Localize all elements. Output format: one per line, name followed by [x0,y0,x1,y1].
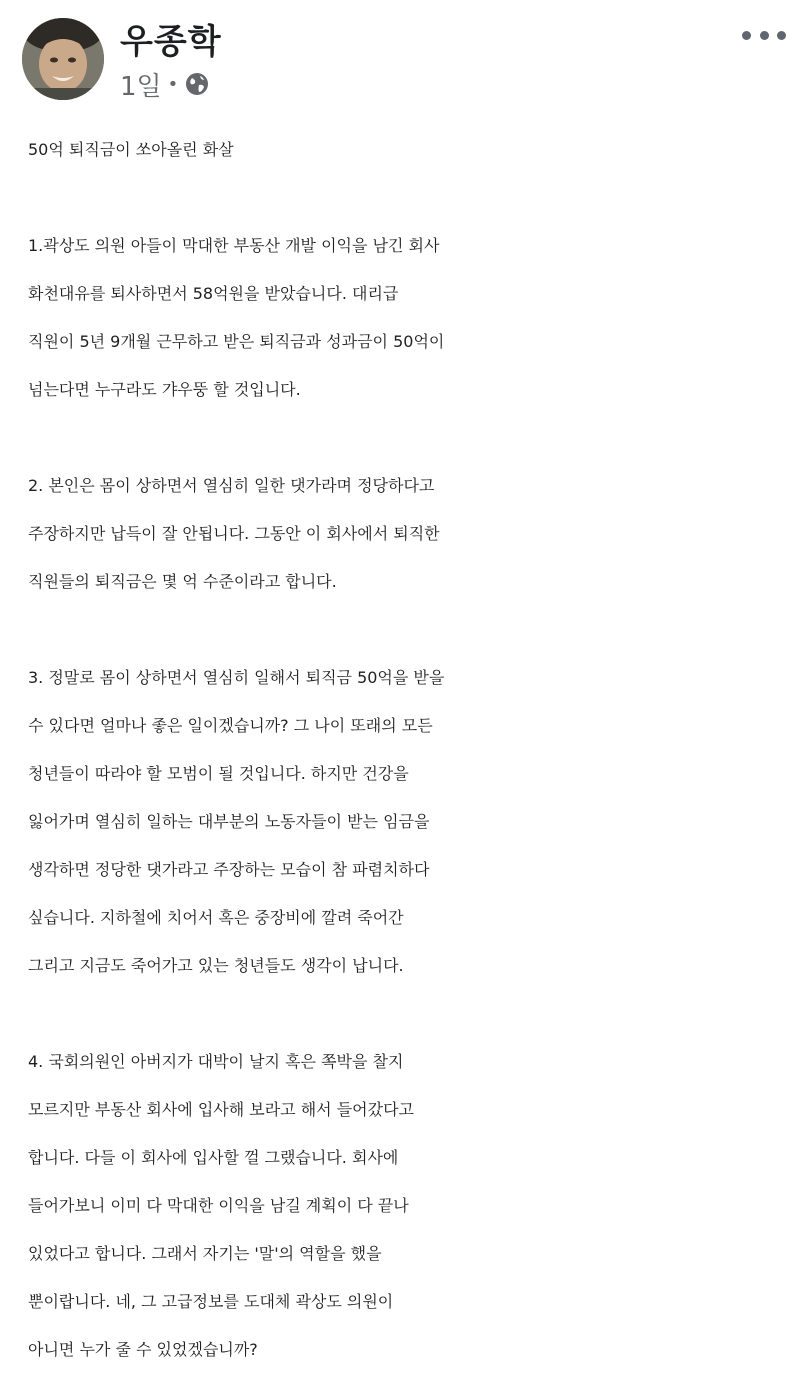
paragraph-line: 주장하지만 납득이 잘 안됩니다. 그동안 이 회사에서 퇴직한 [28,524,440,543]
post-paragraph [28,462,796,606]
paragraph-line: 뿐이랍니다. 네, 그 고급정보를 도대체 곽상도 의원이 [28,1292,394,1311]
paragraph-line: 4. 국회의원인 아버지가 대박이 날지 혹은 쪽박을 찰지 [28,1052,404,1071]
post-meta [120,66,210,102]
paragraph-line: 화천대유를 퇴사하면서 58억원을 받았습니다. 대리급 [28,284,399,303]
more-options-icon[interactable] [742,22,786,48]
paragraph-line: 2. 본인은 몸이 상하면서 열심히 일한 댓가라며 정당하다고 [28,476,435,495]
paragraph-line: 직원이 5년 9개월 근무하고 받은 퇴직금과 성과금이 50억이 [28,332,445,351]
paragraph-line: 수 있다면 얼마나 좋은 일이겠습니까? 그 나이 또래의 모든 [28,716,433,735]
paragraph-line: 생각하면 정당한 댓가라고 주장하는 모습이 참 파렴치하다 [28,860,430,879]
paragraph-line: 잃어가며 열심히 일하는 대부분의 노동자들이 받는 임금을 [28,812,430,831]
post-title: 50억 퇴직금이 쏘아올린 화살 [28,140,234,159]
post-paragraph [28,1038,796,1374]
post-header [0,0,803,110]
post-time[interactable]: 1일 [120,71,162,102]
author-name[interactable]: 우종학 [120,22,222,62]
globe-icon[interactable] [184,71,210,97]
author-avatar[interactable] [22,18,104,100]
avatar-image [22,18,104,100]
paragraph-line: 1.곽상도 의원 아들이 막대한 부동산 개발 이익을 남긴 회사 [28,236,440,255]
post-paragraph [28,222,796,414]
post-paragraph [28,654,796,990]
post-body [28,126,796,1374]
paragraph-line: 그리고 지금도 죽어가고 있는 청년들도 생각이 납니다. [28,956,404,975]
paragraph-line: 청년들이 따라야 할 모범이 될 것입니다. 하지만 건강을 [28,764,409,783]
paragraph-line: 있었다고 합니다. 그래서 자기는 '말'의 역할을 했을 [28,1244,382,1263]
meta-separator: • [167,73,179,95]
post-paragraphs [28,222,796,1374]
more-dot [742,31,751,40]
paragraph-line: 아니면 누가 줄 수 있었겠습니까? [28,1340,258,1359]
paragraph-line: 들어가보니 이미 다 막대한 이익을 남길 계획이 다 끝나 [28,1196,409,1215]
paragraph-line: 합니다. 다들 이 회사에 입사할 껄 그랬습니다. 회사에 [28,1148,399,1167]
paragraph-line: 싶습니다. 지하철에 치어서 혹은 중장비에 깔려 죽어간 [28,908,404,927]
more-dot [760,31,769,40]
paragraph-line: 직원들의 퇴직금은 몇 억 수준이라고 합니다. [28,572,337,591]
paragraph-line: 넘는다면 누구라도 갸우뚱 할 것입니다. [28,380,301,399]
paragraph-line: 모르지만 부동산 회사에 입사해 보라고 해서 들어갔다고 [28,1100,415,1119]
more-dot [777,31,786,40]
paragraph-line: 3. 정말로 몸이 상하면서 열심히 일해서 퇴직금 50억을 받을 [28,668,445,687]
